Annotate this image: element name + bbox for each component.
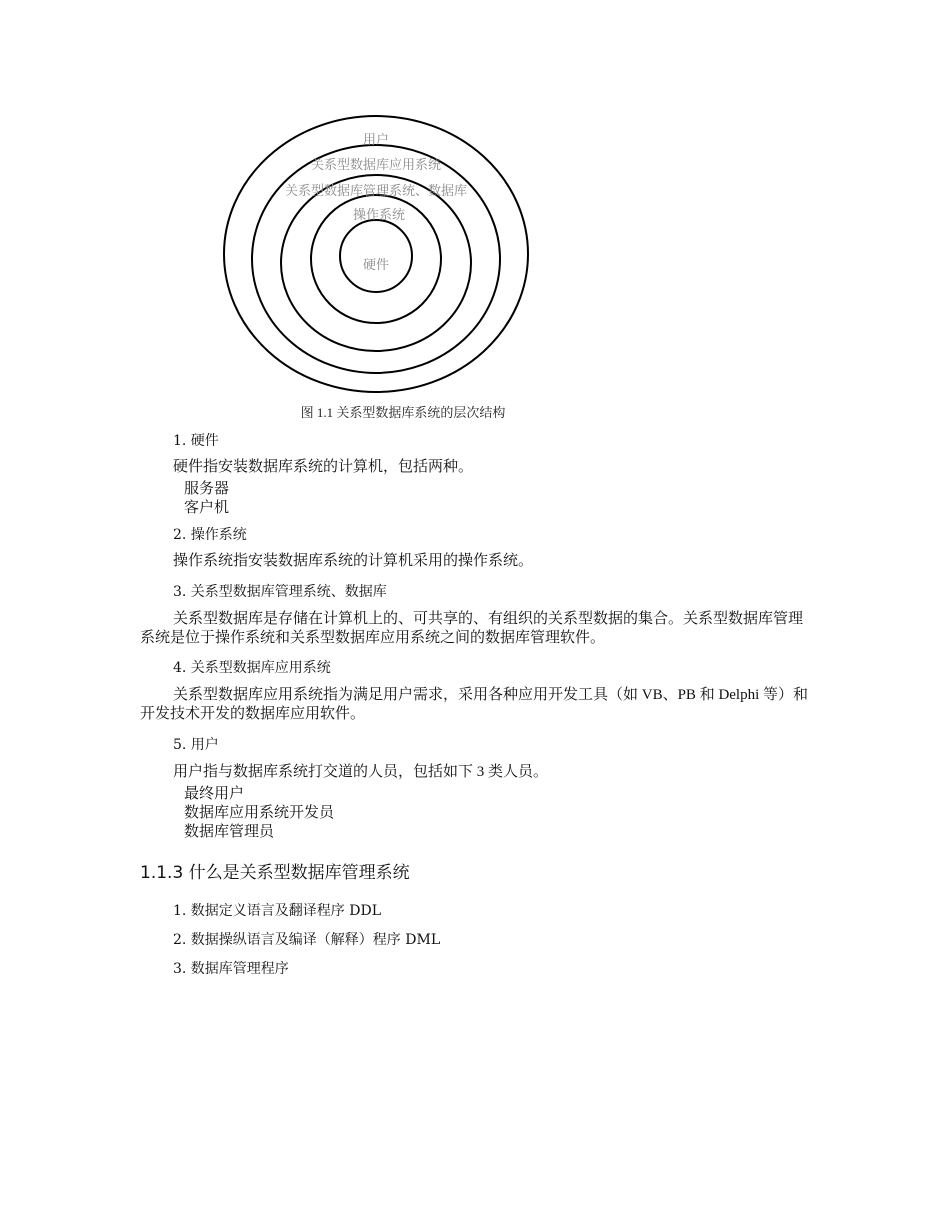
para-user: 用户指与数据库系统打交道的人员，包括如下 3 类人员。 [173,764,549,780]
para-db-app: 关系型数据库应用系统指为满足用户需求，采用各种应用开发工具（如 VB、PB 和 Delphi 等）和开发技术开发的数据库应用软件。 [140,687,809,722]
ring-label-app: 关系型数据库应用系统 [310,158,442,173]
para-hardware: 硬件指安装数据库系统的计算机，包括两种。 [173,459,474,475]
ring-hardware [340,220,412,292]
section-title-1-1-3: 1.1.3 什么是关系型数据库管理系统 [140,863,410,883]
layer-diagram [222,113,532,395]
ring-label-user: 用户 [362,133,390,148]
heading-hardware: 1. 硬件 [173,433,219,449]
list-item-client: 客户机 [184,500,230,516]
figure-caption: 图 1.1 关系型数据库系统的层次结构 [300,405,506,420]
ring-label-os: 操作系统 [352,208,406,223]
list-item-server: 服务器 [184,481,230,497]
para-dbms: 关系型数据库是存储在计算机上的、可共享的、有组织的关系型数据的集合。关系型数据库管理系统是位于操作系统和关系型数据库应用系统之间的数据库管理软件。 [140,611,804,646]
heading-os: 2. 操作系统 [173,527,247,543]
ring-label-dbms: 关系型数据库管理系统、数据库 [284,184,468,199]
item-dml: 2. 数据操纵语言及编译（解释）程序 DML [173,932,441,948]
list-item-dba: 数据库管理员 [184,824,275,840]
list-item-developer: 数据库应用系统开发员 [184,805,335,821]
heading-user: 5. 用户 [173,737,219,753]
ring-label-hardware: 硬件 [362,258,390,273]
list-item-end-user: 最终用户 [184,786,245,802]
heading-dbms: 3. 关系型数据库管理系统、数据库 [173,584,387,600]
item-db-manager: 3. 数据库管理程序 [173,961,289,977]
heading-db-app: 4. 关系型数据库应用系统 [173,660,331,676]
para-os: 操作系统指安装数据库系统的计算机采用的操作系统。 [173,553,534,569]
item-ddl: 1. 数据定义语言及翻译程序 DDL [173,903,382,919]
